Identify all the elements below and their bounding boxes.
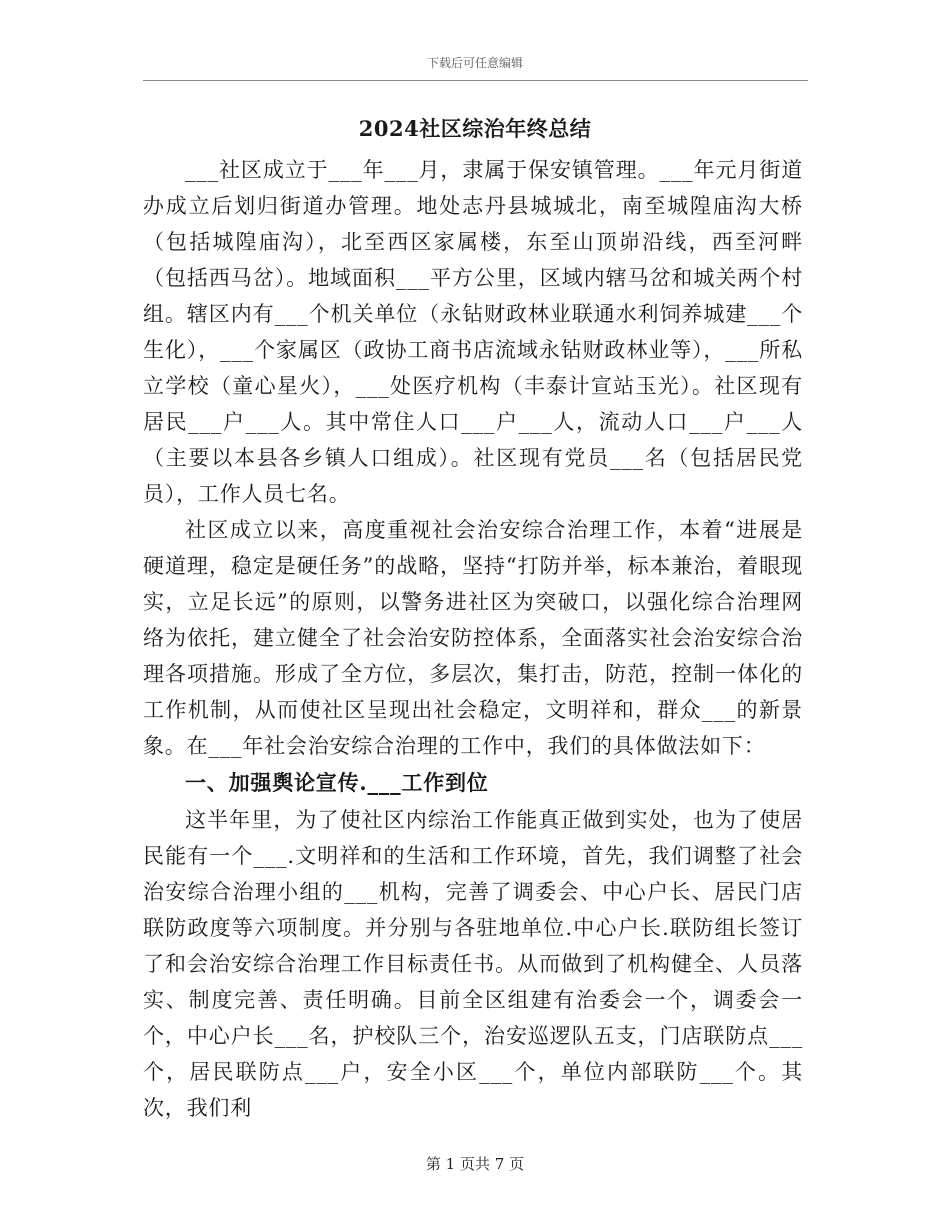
section-heading: 一、加强舆论宣传.___工作到位 bbox=[185, 770, 489, 795]
document-body bbox=[143, 152, 803, 1126]
paragraph-intro: ___社区成立于___年___月，隶属于保安镇管理。___年元月街道办成立后划归街道办管理。地处志丹县城城北，南至城隍庙沟大桥（包括城隍庙沟），北至西区家属楼，东至山顶峁沿线，西至河畔（包括西马岔）。地域面积___平方公里，区域内辖马岔和城关两个村组。辖区内有___个机关单位（永钻财政林业联通水利饲养城建___个生化），___个家属区（政协工商书店流域永钻财政林业等），___所私立学校（童心星火），___处医疗机构（丰泰计宣站玉光）。社区现有居民___户___人。其中常住人口___户___人，流动人口___户___人（主要以本县各乡镇人口组成）。社区现有党员___名（包括居民党员），工作人员七名。 bbox=[143, 158, 803, 506]
page-number: 第 1 页共 7 页 bbox=[425, 1155, 525, 1173]
paragraph-overview: 社区成立以来，高度重视社会治安综合治理工作，本着“进展是硬道理，稳定是硬任务”的战略，坚持“打防并举，标本兼治，着眼现实，立足长远”的原则，以警务进社区为突破口，以强化综合治理网络为依托，建立健全了社会治安防控体系，全面落实社会治安综合治理各项措施。形成了全方位，多层次，集打击，防范，控制一体化的工作机制，从而使社区呈现出社会稳定，文明祥和，群众___的新景象。在___年社会治安综合治理的工作中，我们的具体做法如下： bbox=[143, 518, 803, 758]
paragraph-section-one: 这半年里，为了使社区内综治工作能真正做到实处，也为了使居民能有一个___.文明祥和的生活和工作环境，首先，我们调整了社会治安综合治理小组的___机构，完善了调委会、中心户长、居民门店联防政度等六项制度。并分别与各驻地单位.中心户长.联防组长签订了和会治安综合治理工作目标责任书。从而做到了机构健全、人员落实、制度完善、责任明确。目前全区组建有治委会一个，调委会一个，中心户长___名，护校队三个，治安巡逻队五支，门店联防点___个，居民联防点___户，安全小区___个，单位内部联防___个。其次，我们利 bbox=[143, 808, 803, 1120]
page-header-note: 下载后可任意编辑 bbox=[426, 56, 523, 70]
header-divider bbox=[143, 80, 808, 81]
document-title: 2024社区综治年终总结 bbox=[358, 116, 592, 141]
